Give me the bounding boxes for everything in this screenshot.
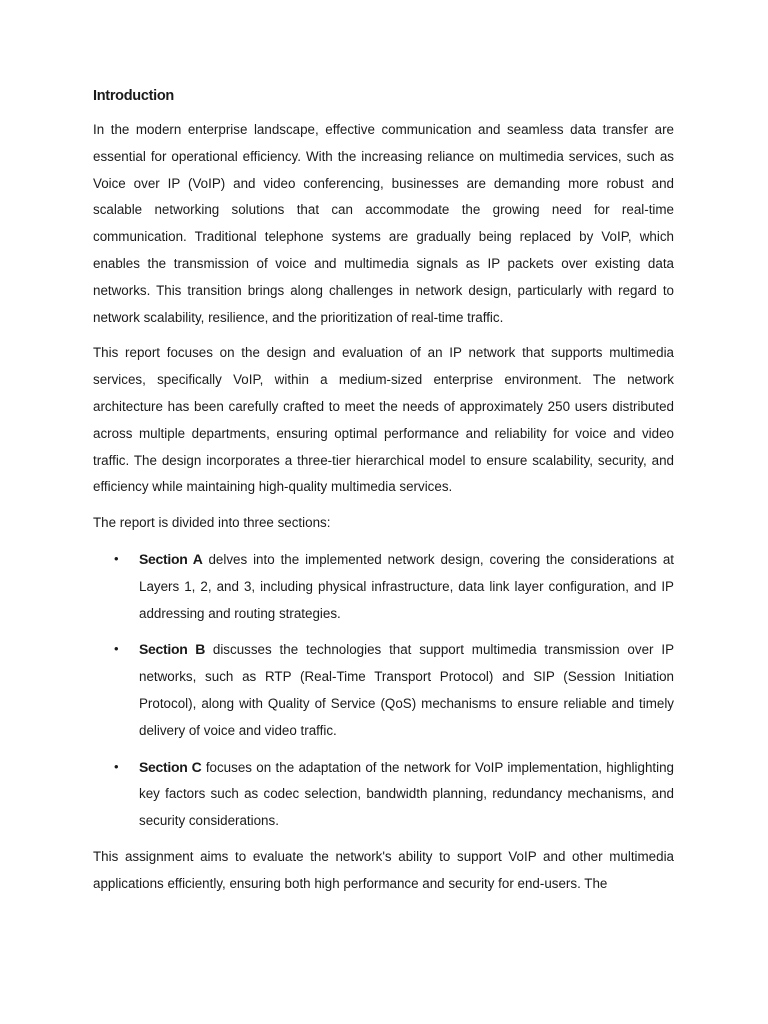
- intro-paragraph-1: In the modern enterprise landscape, effective communication and seamless data transfer are essential for operational efficiency. With the increasing reliance on multimedia services, such as Voice over IP (VoIP) and video conferencing, businesses are demanding more robust and scalable networking solutions that can accommodate the growing need for real-time communication. Traditional telephone systems are gradually being replaced by VoIP, which enables the transmission of voice and multimedia signals as IP packets over existing data networks. This transition brings along challenges in network design, particularly with regard to network scalability, resilience, and the prioritization of real-time traffic.: [93, 122, 674, 325]
- bullet-text: delves into the implemented network design, covering the considerations at Layers 1, 2, and 3, including physical infrastructure, data link layer configuration, and IP addressing and routing strategies.: [139, 551, 674, 621]
- bullet-title: Section C: [139, 758, 202, 775]
- bullet-icon: •: [114, 550, 119, 566]
- intro-paragraph-2: This report focuses on the design and evaluation of an IP network that supports multimedia services, specifically VoIP, within a medium-sized enterprise environment. The network architecture has been carefully crafted to meet the needs of approximately 250 users distributed across multiple departments, ensuring optimal performance and reliability for voice and video traffic. The design incorporates a three-tier hierarchical model to ensure scalability, security, and efficiency while maintaining high-quality multimedia services.: [93, 345, 674, 495]
- list-item: [93, 636, 674, 744]
- document-page: [93, 84, 674, 907]
- closing-paragraph: This assignment aims to evaluate the network's ability to support VoIP and other multimedia applications efficiently, ensuring both high performance and security for end-users. The: [93, 848, 674, 891]
- intro-paragraph-3: The report is divided into three sections:: [93, 515, 331, 531]
- list-item: [93, 546, 674, 627]
- list-item: [93, 754, 674, 835]
- bullet-text: discusses the technologies that support multimedia transmission over IP networks, such as RTP (Real-Time Transport Protocol) and SIP (Session Initiation Protocol), along with Quality of Service (QoS) mechanisms to ensure reliable and timely delivery of voice and video traffic.: [139, 642, 674, 738]
- sections-list: [93, 546, 674, 835]
- page-title: Introduction: [93, 88, 174, 104]
- bullet-title: Section A: [139, 550, 203, 567]
- bullet-title: Section B: [139, 641, 206, 658]
- bullet-text: focuses on the adaptation of the network for VoIP implementation, highlighting key factors such as codec selection, bandwidth planning, redundancy mechanisms, and security considerations.: [139, 759, 674, 829]
- bullet-icon: •: [114, 758, 119, 774]
- bullet-icon: •: [114, 641, 119, 657]
